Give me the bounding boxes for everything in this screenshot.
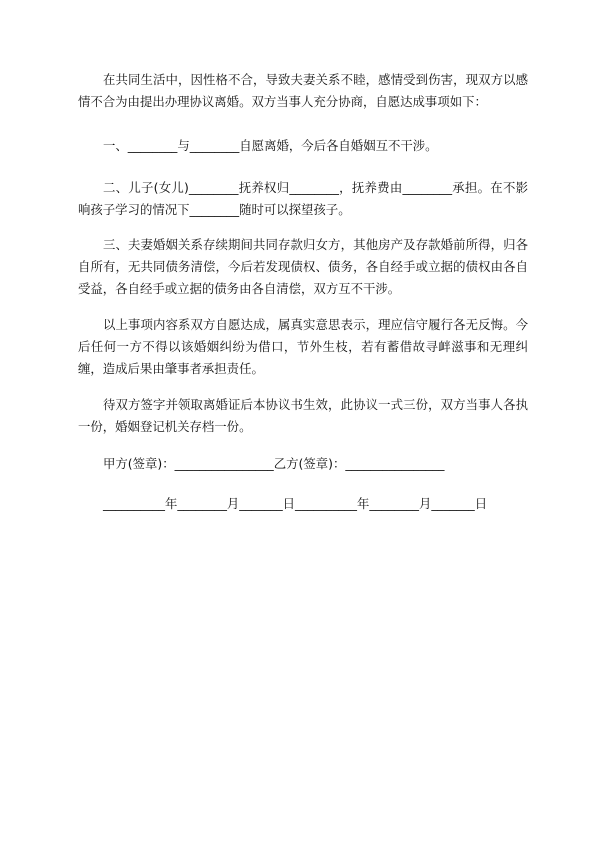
intro-paragraph: 在共同生活中，因性格不合，导致夫妻关系不睦，感情受到伤害，现双方以感情不合为由提出办理协议离婚。双方当事人充分协商，自愿达成事项如下： [78,72,528,109]
clause-1-paragraph: 一、________与________自愿离婚，今后各自婚姻互不干涉。 [103,138,438,153]
clause-2-paragraph: 二、儿子(女儿)________抚养权归________，抚养费由________承担。在不影响孩子学习的情况下________随时可以探望孩子。 [78,180,528,217]
clause-3-paragraph: 三、夫妻婚姻关系存续期间共同存款归女方，其他房产及存款婚前所得，归各自所有，无共同债务清偿，今后若发现债权、债务，各自经手或立据的债权由各自受益，各自经手或立据的债务由各自清偿，双方互不干涉。 [78,237,528,296]
commitment-paragraph: 以上事项内容系双方自愿达成，属真实意思表示，理应信守履行各无反悔。今后任何一方不得以该婚姻纠纷为借口，节外生枝，若有蓄借故寻衅滋事和无理纠缠，造成后果由肇事者承担责任。 [78,317,528,376]
signature-line: 甲方(签章)：________________乙方(签章)：________________ [103,456,445,471]
date-line: __________年________月_______日__________年________月_______日 [103,496,488,511]
effectiveness-paragraph: 待双方签字并领取离婚证后本协议书生效，此协议一式三份，双方当事人各执一份，婚姻登记机关存档一份。 [78,397,528,434]
